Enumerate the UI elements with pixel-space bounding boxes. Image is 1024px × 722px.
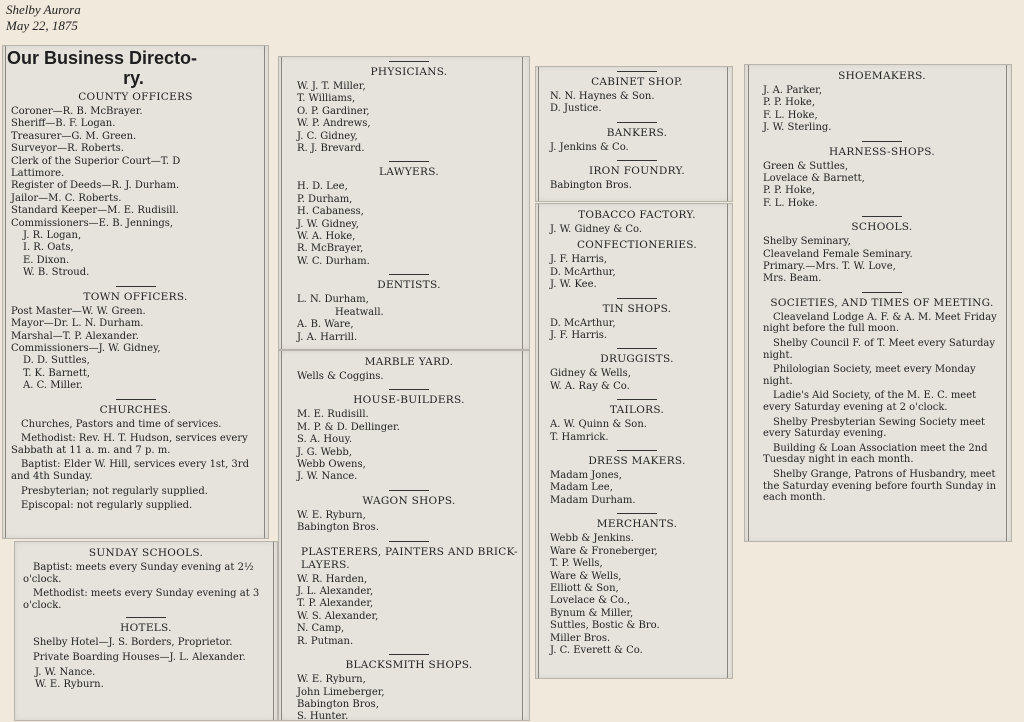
section-title: LAWYERS. — [379, 166, 439, 179]
divider — [617, 298, 657, 299]
divider — [617, 513, 657, 514]
list-item: A. C. Miller. — [23, 380, 83, 392]
list-item: W. B. Stroud. — [23, 267, 90, 279]
list-item: J. F. Harris, — [550, 254, 608, 266]
list-item: T. K. Barnett, — [23, 367, 91, 379]
divider — [617, 450, 657, 451]
list-item: Marshal—T. P. Alexander. — [11, 330, 139, 342]
list-item: J. L. Alexander, — [297, 586, 374, 598]
list-item: H. Cabaness, — [297, 206, 364, 218]
list-item: Clerk of the Superior Court—T. D — [11, 155, 181, 167]
divider — [389, 654, 429, 655]
source-caption — [6, 2, 81, 34]
section-title: SOCIETIES, AND TIMES OF MEETING. — [770, 296, 994, 309]
section-title: PLASTERERS, PAINTERS AND BRICK-LAYERS. — [301, 545, 518, 571]
list-item: Coroner—R. B. McBrayer. — [11, 106, 143, 117]
list-item: Cleaveland Lodge A. F. & A. M. Meet Friday night before the full moon. — [763, 311, 997, 335]
list-item: J. A. Harrill. — [297, 331, 358, 343]
list-item: F. L. Hoke. — [763, 197, 818, 209]
list-item: Mrs. Beam. — [763, 273, 822, 285]
list-item: R. Putman. — [297, 635, 354, 647]
list-item: W. E. Ryburn, — [297, 509, 366, 521]
list-item: T. P. Alexander, — [297, 598, 374, 610]
list-item: W. E. Ryburn, — [297, 674, 366, 686]
list-item: W. R. Harden, — [297, 573, 368, 585]
list-item: Churches, Pastors and time of services. — [21, 418, 222, 430]
list-item: Commissioners—E. B. Jennings, — [11, 217, 174, 229]
list-item: Madam Durham. — [550, 494, 636, 506]
list-item: Ware & Froneberger, — [550, 545, 658, 557]
section-title: DRESS MAKERS. — [588, 455, 686, 468]
list-item: Webb & Jenkins. — [550, 533, 634, 545]
list-item: Treasurer—G. M. Green. — [11, 130, 137, 142]
divider — [389, 161, 429, 162]
divider — [862, 292, 902, 293]
list-item: Shelby Seminary, — [763, 236, 851, 248]
section-title: SHOEMAKERS. — [838, 70, 926, 82]
list-item: J. W. Gidney & Co. — [550, 224, 643, 235]
section-title: PHYSICIANS. — [370, 66, 448, 78]
list-item: Ladie's Aid Society, of the M. E. C. meet every Saturday evening at 2 o'clock. — [763, 390, 977, 414]
list-item: Jailor—M. C. Roberts. — [11, 192, 122, 204]
section-title: HOTELS. — [120, 622, 172, 635]
list-item: T. Hamrick. — [550, 431, 609, 443]
list-item: W. S. Alexander, — [297, 610, 379, 622]
section-title: BANKERS. — [606, 126, 668, 139]
list-item: F. L. Hoke, — [763, 109, 818, 121]
list-item: Surveyor—R. Roberts. — [11, 143, 124, 155]
list-item: J. F. Harris. — [550, 330, 608, 342]
paper-name: Shelby Aurora — [6, 2, 81, 17]
clip-county-town-churches — [2, 45, 269, 539]
list-item: T. P. Wells, — [550, 558, 603, 570]
list-item: Lattimore. — [11, 168, 65, 180]
list-item: Shelby Hotel—J. S. Borders, Proprietor. — [33, 637, 233, 649]
divider — [389, 389, 429, 390]
list-item: Building & Loan Association meet the 2nd Tuesday night in each month. — [763, 442, 988, 466]
divider — [126, 617, 166, 618]
list-item: Babington Bros. — [550, 180, 632, 192]
list-item: Private Boarding Houses—J. L. Alexander. — [33, 651, 246, 663]
list-item: Episcopal: not regularly supplied. — [21, 500, 193, 512]
section-title: TIN SHOPS. — [602, 302, 672, 315]
list-item: Register of Deeds—R. J. Durham. — [11, 180, 180, 192]
list-item: Gidney & Wells, — [550, 368, 631, 380]
list-item: J. G. Webb, — [297, 446, 352, 458]
churches-list — [11, 419, 260, 512]
clip-cabinet-bankers-iron — [535, 66, 733, 202]
list-item: Miller Bros. — [550, 632, 611, 644]
list-item: Post Master—W. W. Green. — [11, 305, 146, 317]
list-item: J. C. Gidney, — [297, 130, 358, 142]
list-item: H. D. Lee, — [297, 181, 348, 193]
list-item: Baptist: Elder W. Hill, services every 1st, 3rd and 4th Sunday. — [11, 459, 249, 482]
list-item: W. A. Ray & Co. — [550, 380, 630, 392]
list-item: W. C. Durham. — [297, 255, 370, 267]
clip-trades — [278, 350, 530, 721]
list-item: Madam Lee, — [550, 482, 613, 494]
list-item: Baptist: meets every Sunday evening at 2½ o'clock. — [23, 562, 254, 585]
section-title: HARNESS-SHOPS. — [828, 145, 935, 158]
list-item: W. P. Andrews, — [297, 118, 371, 130]
list-item: R. J. Brevard. — [297, 143, 365, 155]
paper-date: May 22, 1875 — [6, 18, 78, 33]
list-item: W. E. Ryburn. — [35, 678, 104, 690]
list-item: T. Williams, — [297, 93, 356, 105]
list-item: Shelby Grange, Patrons of Husbandry, meet the Saturday evening before fourth Sunday in each month. — [763, 469, 997, 504]
divider — [116, 286, 156, 287]
divider — [389, 61, 429, 62]
list-item: Mayor—Dr. L. N. Durham. — [11, 318, 144, 330]
list-item: Commissioners—J. W. Gidney, — [11, 342, 161, 354]
list-item: Methodist: meets every Sunday evening at 3 o'clock. — [23, 588, 260, 611]
section-title: SUNDAY SCHOOLS. — [88, 547, 204, 559]
divider — [389, 490, 429, 491]
list-item: Elliott & Son, — [550, 582, 619, 594]
list-item: John Limeberger, — [297, 686, 385, 698]
divider — [862, 141, 902, 142]
list-item: N. Camp, — [297, 623, 345, 635]
list-item: D. McArthur, — [550, 317, 616, 329]
section-title: MARBLE YARD. — [364, 356, 454, 368]
divider — [116, 399, 156, 400]
list-item: A. B. Ware, — [297, 319, 354, 331]
county-officers-list — [11, 106, 260, 280]
list-item: J. W. Gidney, — [297, 218, 359, 230]
section-title: CHURCHES. — [99, 403, 172, 416]
list-item: E. Dixon. — [23, 254, 70, 266]
section-title: CONFECTIONERIES. — [576, 239, 698, 252]
divider — [617, 71, 657, 72]
list-item: Presbyterian; not regularly supplied. — [21, 485, 208, 497]
list-item: J. A. Parker, — [763, 85, 823, 96]
list-item: J. Jenkins & Co. — [550, 141, 629, 153]
divider — [862, 216, 902, 217]
section-title: HOUSE-BUILDERS. — [353, 394, 465, 407]
list-item: D. Justice. — [550, 103, 602, 115]
list-item: M. P. & D. Dellinger. — [297, 421, 400, 433]
clip-physicians-lawyers-dentists — [278, 56, 530, 350]
list-item: Babington Bros. — [297, 522, 379, 534]
list-item: Shelby Presbyterian Sewing Society meet every Saturday evening. — [763, 416, 986, 440]
list-item: P. Durham, — [297, 193, 353, 205]
list-item: S. Hunter. — [297, 711, 349, 721]
clip-shops-merchants — [535, 203, 733, 679]
list-item: Lovelace & Barnett, — [763, 173, 865, 185]
list-item: D. McArthur, — [550, 266, 616, 278]
divider — [389, 541, 429, 542]
list-item: J. W. Kee. — [550, 279, 597, 291]
directory-title: Our Business Directo- ry. — [7, 48, 198, 88]
list-item: P. P. Hoke, — [763, 185, 816, 197]
list-item: Lovelace & Co., — [550, 595, 631, 607]
list-item: Philologian Society, meet every Monday night. — [763, 364, 976, 387]
list-item: Babington Bros, — [297, 698, 379, 710]
list-item: Methodist: Rev. H. T. Hudson, services every Sabbath at 11 a. m. and 7 p. m. — [11, 433, 248, 456]
divider — [617, 160, 657, 161]
town-officers-list — [11, 306, 260, 393]
section-title: TAILORS. — [609, 404, 665, 417]
list-item: J. C. Everett & Co. — [550, 644, 643, 656]
list-item: Bynum & Miller, — [550, 607, 634, 619]
list-item: P. P. Hoke, — [763, 97, 816, 109]
list-item: Ware & Wells, — [550, 570, 622, 582]
list-item: Primary.—Mrs. T. W. Love, — [763, 261, 896, 273]
section-title: TOBACCO FACTORY. — [578, 209, 696, 221]
list-item: J. W. Sterling. — [763, 122, 832, 134]
section-title: TOWN OFFICERS. — [83, 290, 188, 303]
section-title: BLACKSMITH SHOPS. — [345, 659, 473, 672]
section-title: DENTISTS. — [377, 279, 441, 292]
list-item: J. R. Logan, — [23, 230, 82, 242]
list-item: Webb Owens, — [297, 459, 366, 471]
list-item: S. A. Houy. — [297, 434, 353, 446]
list-item: D. D. Suttles, — [23, 355, 90, 367]
list-item: M. E. Rudisill. — [297, 409, 369, 421]
list-item: I. R. Oats, — [23, 242, 74, 254]
clip-sunday-hotels — [14, 541, 278, 721]
list-item: Heatwall. — [335, 306, 384, 318]
list-item: R. McBrayer, — [297, 243, 364, 255]
list-item: Shelby Council F. of T. Meet every Saturday night. — [763, 338, 995, 361]
section-title: CABINET SHOP. — [591, 76, 683, 88]
list-item: A. W. Quinn & Son. — [550, 419, 647, 431]
divider — [389, 274, 429, 275]
divider — [617, 348, 657, 349]
list-item: Sheriff—B. F. Logan. — [11, 118, 116, 130]
divider — [617, 122, 657, 123]
list-item: L. N. Durham, — [297, 294, 369, 306]
list-item: W. A. Hoke, — [297, 231, 356, 243]
list-item: O. P. Gardiner, — [297, 105, 370, 117]
section-title: COUNTY OFFICERS — [78, 91, 193, 103]
section-title: DRUGGISTS. — [600, 353, 674, 366]
list-item: N. N. Haynes & Son. — [550, 91, 655, 102]
list-item: Cleaveland Female Seminary. — [763, 248, 913, 260]
divider — [617, 399, 657, 400]
list-item: Wells & Coggins. — [297, 371, 384, 382]
clip-shoemakers-societies — [744, 64, 1012, 542]
list-item: Green & Suttles, — [763, 160, 849, 172]
section-title: IRON FOUNDRY. — [589, 165, 685, 178]
section-title: SCHOOLS. — [851, 221, 913, 234]
list-item: J. W. Nance. — [35, 666, 96, 678]
list-item: Suttles, Bostic & Bro. — [550, 620, 660, 632]
list-item: J. W. Nance. — [297, 471, 358, 483]
list-item: Standard Keeper—M. E. Rudisill. — [11, 205, 179, 217]
list-item: Madam Jones, — [550, 470, 622, 482]
section-title: MERCHANTS. — [596, 518, 678, 531]
section-title: WAGON SHOPS. — [362, 494, 456, 507]
list-item: W. J. T. Miller, — [297, 81, 366, 92]
